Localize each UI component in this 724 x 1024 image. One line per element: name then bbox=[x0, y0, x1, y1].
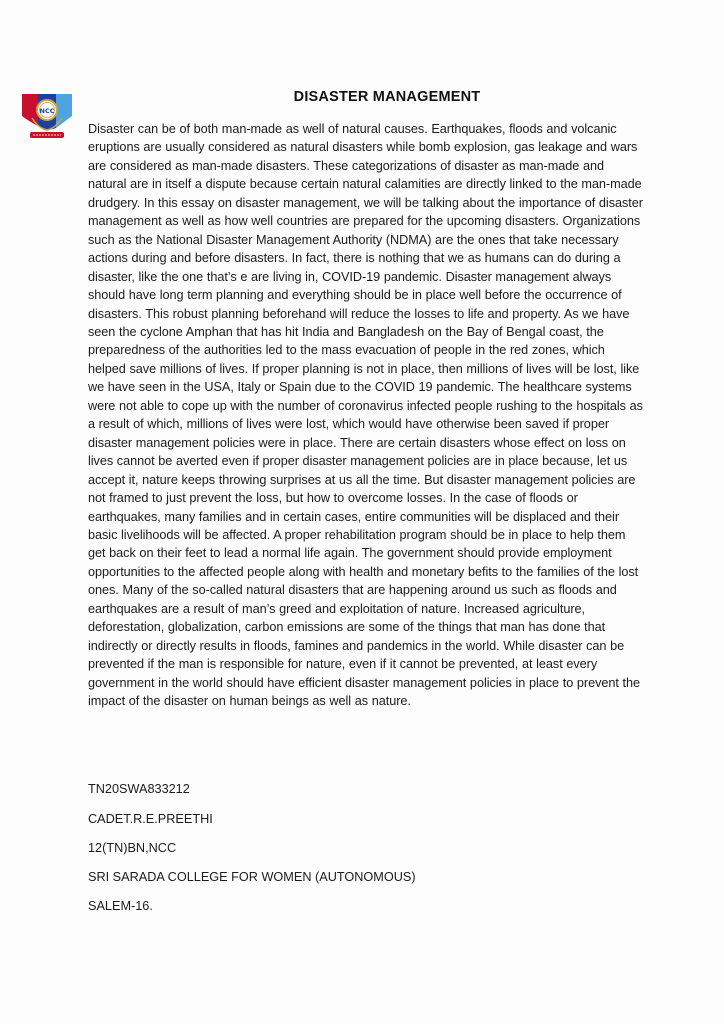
cadet-unit: 12(TN)BN,NCC bbox=[88, 841, 177, 855]
logo-text: NCC bbox=[39, 107, 55, 115]
essay-body: Disaster can be of both man-made as well of natural causes. Earthquakes, floods and volcanic eruptions are usually considered as natural disasters while bomb explosion, gas leakage and wars are considered as man-made disasters. These categorizations of disaster as man-made and natural are in itself a dispute because certain natural calamities are directly linked to the man-made drudgery. In this essay on disaster management, we will be talking about the importance of disaster management as well as how well countries are prepared for the upcoming disasters. Organizations such as the National Disaster Management Authority (NDMA) are the ones that take necessary actions during and before disasters. In fact, there is nothing that we as humans can do during a disaster, like the one that’s e are living in, COVID-19 pandemic. Disaster management always should have long term planning and everything should be in place well before the occurrence of disasters. This robust planning beforehand will reduce the losses to life and property. As we have seen the cyclone Amphan that has hit India and Bangladesh on the Bay of Bengal coast, the preparedness of the authorities led to the mass evacuation of people in the red zones, which helped save millions of lives. If proper planning is not in place, then millions of lives will be lost, like we have seen in the USA, Italy or Spain due to the COVID 19 pandemic. The healthcare systems were not able to cope up with the number of coronavirus infected people rushing to the hospitals as a result of which, millions of lives were lost, which would have otherwise been saved if proper disaster management policies were in place. There are certain disasters whose effect on loss on lives cannot be averted even if proper disaster management policies are in place because, let us accept it, nature keeps throwing surprises at us all the time. But disaster management policies are not framed to just prevent the loss, but how to overcome losses. In the case of floods or earthquakes, many families and in certain cases, entire communities will be displaced and their basic livelihoods will be affected. A proper rehabilitation program should be in place to help them get back on their feet to lead a normal life again. The government should provide employment opportunities to the affected people along with health and monetary befits to the families of the lost ones. Many of the so-called natural disasters that are happening around us such as floods and earthquakes are a result of man’s greed and exploitation of nature. Increased agriculture, deforestation, globalization, carbon emissions are some of the things that man has done that indirectly or directly results in floods, famines and pandemics in the world. While disaster can be prevented if the man is responsible for nature, even if it cannot be prevented, at least every government in the world should have efficient disaster management policies in place to prevent the impact of the disaster on human beings as well as nature. bbox=[88, 122, 643, 709]
college-city: SALEM-16. bbox=[88, 899, 153, 913]
cadet-id: TN20SWA833212 bbox=[88, 782, 190, 796]
document-title: DISASTER MANAGEMENT bbox=[293, 89, 481, 105]
cadet-name: CADET.R.E.PREETHI bbox=[88, 812, 213, 826]
college-name: SRI SARADA COLLEGE FOR WOMEN (AUTONOMOUS) bbox=[88, 870, 416, 884]
